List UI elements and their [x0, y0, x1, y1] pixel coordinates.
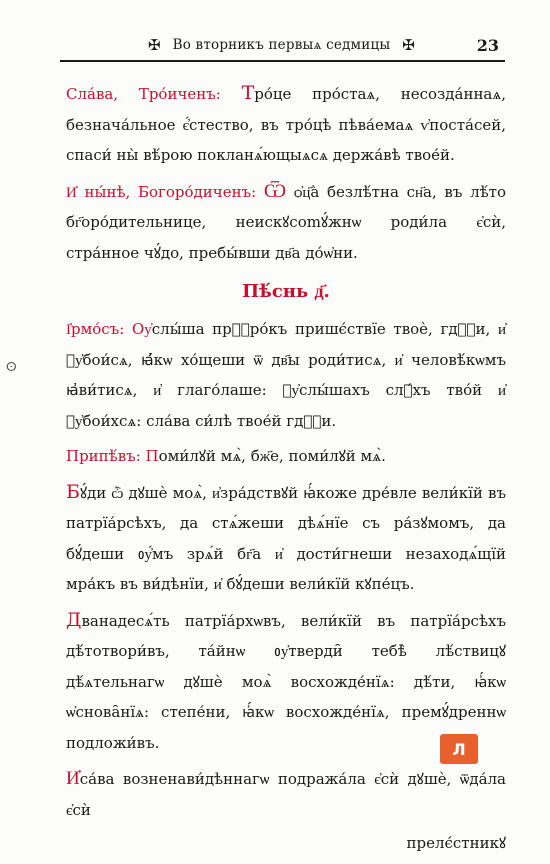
rubric-label: И҆ ны́нѣ, Богоро́диченъ:: [66, 182, 264, 201]
margin-mark-icon: ⵙ: [6, 360, 17, 374]
ode-heading: Пѣ́снь д҃.: [242, 281, 330, 302]
running-header: [60, 30, 505, 62]
drop-initial: П: [145, 447, 159, 465]
rubric-label: Сла́ва, Тро́иченъ:: [66, 85, 242, 103]
paragraph-theotokion: [66, 176, 506, 269]
drop-initial: Ѿ: [263, 179, 287, 202]
paragraph-text: ѻ҆ц҃а̀ безлѣ́тна сн҃а, въ лѣ́то бг҃оро́дительнице, неискꙋсоmꙋ́жнѡ роди́ла є҆сѝ, стра́нное чꙋ́до, пребы́вши дв҃а до́ѡ҆ни.: [66, 182, 506, 262]
paragraph-troparion-3: [66, 763, 506, 825]
drop-initial: Б: [66, 480, 80, 503]
rubric-label: Припѣ́въ:: [66, 447, 146, 465]
paragraph-text: ро́це про́стаѧ, несозда́ннаѧ, безнача́льное є҆́стество, въ тро́цѣ пѣва́емаѧ ѵ҆поста́сей, спаси́ ны̀ вѣ́рою покланѧ́ющыѧсѧ держа́вѣ твое́й.: [66, 85, 506, 164]
paragraph-text: ꙋ́ди ѽ дꙋшѐ моѧ̀, и҆зра́дствꙋй ꙗ҆́коже дре́вле вели́кїй въ патрїа́рсѣхъ, да стѧ́жеши дѣѧ́нїе съ ра́зꙋмомъ, да бꙋ́деши ᲂу҆́мъ зрѧ́й бг҃а и҆ дости́гнеши незаходѧ́щїй мра́къ въ ви́дѣнїи, и҆ бꙋ́деши вели́кїй кꙋпе́цъ.: [66, 483, 506, 593]
publisher-badge-icon: Л: [440, 734, 478, 764]
cross-ornament-right-icon: ✠: [402, 35, 415, 54]
drop-initial: Д: [66, 608, 82, 631]
drop-initial: Т: [241, 82, 255, 104]
paragraph-irmos: [66, 314, 506, 436]
drop-initial: И҆: [66, 767, 80, 789]
page-number: 23: [476, 35, 499, 55]
paragraph-text: слы́ша прⷪ҇ро́къ пришє́ствїе твоѐ, гдⷭ҇и, и҆ ᲂу҆бои́сѧ, ꙗ҆́кѡ хо́щеши ѿ дв҃ы роди́тисѧ, и҆ человѣ́кѡмъ ꙗ҆ви́тисѧ, и҆ глаго́лаше: ᲂу҆слы́шахъ слꙋ́хъ тво́й и҆ ᲂу҆бои́хсѧ: сла́ва си́лѣ твое́й гдⷭ҇и.: [66, 320, 507, 430]
cross-ornament-left-icon: ✠: [148, 35, 161, 54]
rubric-label: І҆рмо́съ:: [66, 320, 132, 338]
catchword: прелє́стникꙋ: [406, 834, 506, 852]
paragraph-text: са́ва возненави́дѣннагѡ подража́ла є҆сѝ дꙋшѐ, ѿда́ла є҆сѝ: [66, 770, 506, 819]
paragraph-text: оми́лꙋй мѧ̀, бж҃е, поми́лꙋй мѧ̀.: [158, 447, 386, 465]
paragraph-troparion-1: [66, 477, 506, 600]
running-title: Во вторникъ первыѧ седмицы: [172, 37, 391, 53]
drop-initial: Оу҆: [131, 320, 152, 338]
paragraph-text: ванадесѧ́ть патрїа́рхѡвъ, вели́кїй въ патрїа́рсѣхъ дѣ́тотвори́въ, та́йнѡ ᲂу҆тверди̑ тебѣ̀ лѣ́ствицꙋ дѣ́ѧтельнагѡ дꙋшѐ моѧ̀ восхожде́нїѧ: дѣ́ти, ꙗ҆́кѡ ѡ҆снова̑нїѧ: степе́ни, ꙗ҆́кѡ восхожде́нїѧ, премꙋ́дреннѡ подложи́въ.: [66, 611, 506, 752]
paragraph-glory: [66, 78, 506, 171]
paragraph-refrain: [66, 441, 506, 472]
